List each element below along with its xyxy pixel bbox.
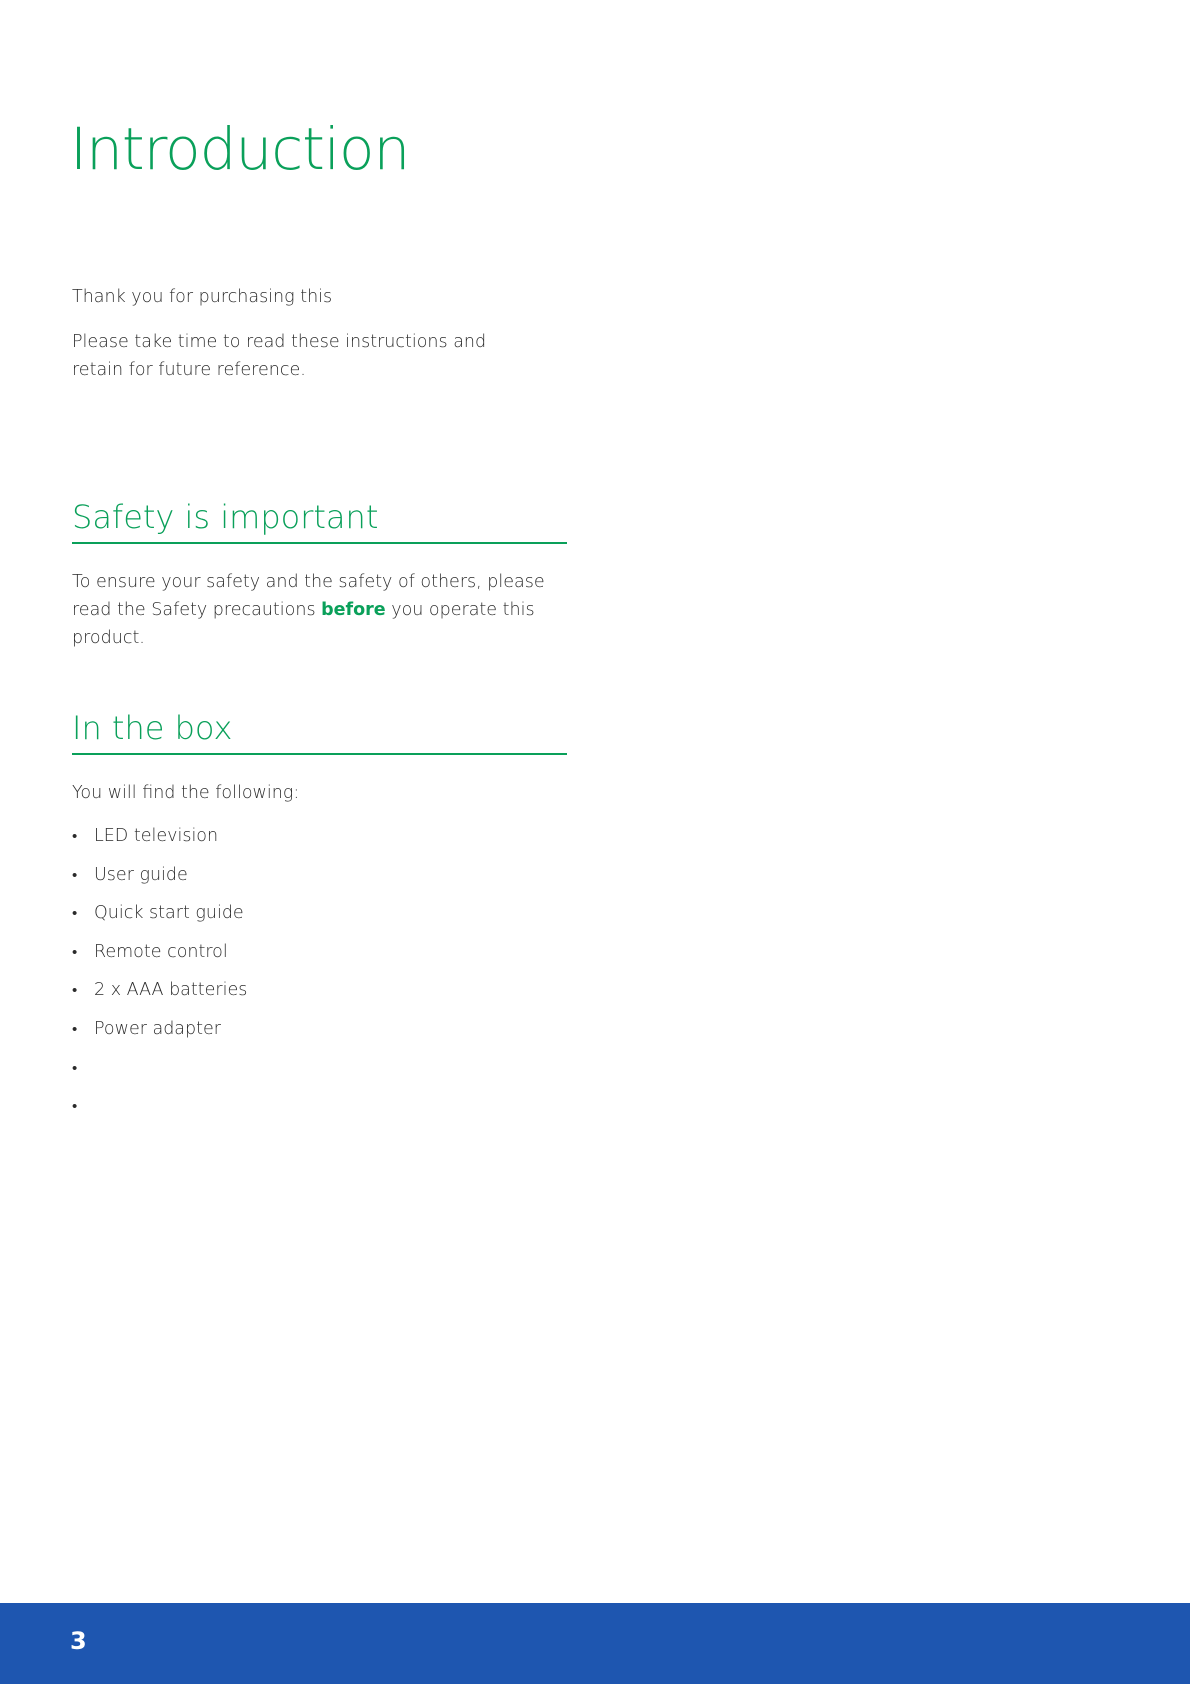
list-item [72, 1092, 247, 1131]
list-item [72, 1015, 247, 1054]
list-item-label: Quick start guide [94, 903, 244, 924]
list-item-label: Power adapter [94, 1018, 221, 1039]
page-title: Introduction [70, 115, 410, 183]
list-item-label: 2 x AAA batteries [94, 980, 248, 1001]
section-heading-in-the-box: In the box [72, 709, 567, 755]
list-item [72, 976, 247, 1015]
bullet-icon: • [72, 942, 78, 961]
footer-bar [0, 1603, 1190, 1684]
bullet-icon: • [72, 1019, 78, 1038]
safety-emphasis: before [321, 600, 386, 620]
list-item [72, 899, 247, 938]
list-item [72, 938, 247, 977]
box-intro-text: You will find the following: [72, 783, 300, 803]
bullet-icon: • [72, 1058, 78, 1077]
bullet-icon: • [72, 981, 78, 1000]
list-item [72, 822, 247, 861]
bullet-icon: • [72, 865, 78, 884]
bullet-icon: • [72, 1097, 78, 1116]
page-number: 3 [70, 1627, 87, 1655]
safety-paragraph [72, 568, 572, 652]
bullet-icon: • [72, 904, 78, 923]
list-item [72, 1054, 247, 1093]
list-item [72, 861, 247, 900]
list-item-label: Remote control [94, 941, 228, 962]
section-heading-safety: Safety is important [72, 498, 567, 544]
list-item-label: User guide [94, 864, 188, 885]
intro-paragraph-thanks: Thank you for purchasing this [72, 287, 333, 307]
safety-text-before: To ensure your safety and the safety of others, please read the Safety precautions [72, 572, 545, 620]
safety-text-after: you operate this product. [72, 600, 535, 648]
bullet-icon: • [72, 827, 78, 845]
intro-paragraph-instructions: Please take time to read these instructions and retain for future reference. [72, 332, 487, 380]
list-item-label: LED television [94, 826, 219, 846]
box-contents-list [72, 822, 247, 1131]
